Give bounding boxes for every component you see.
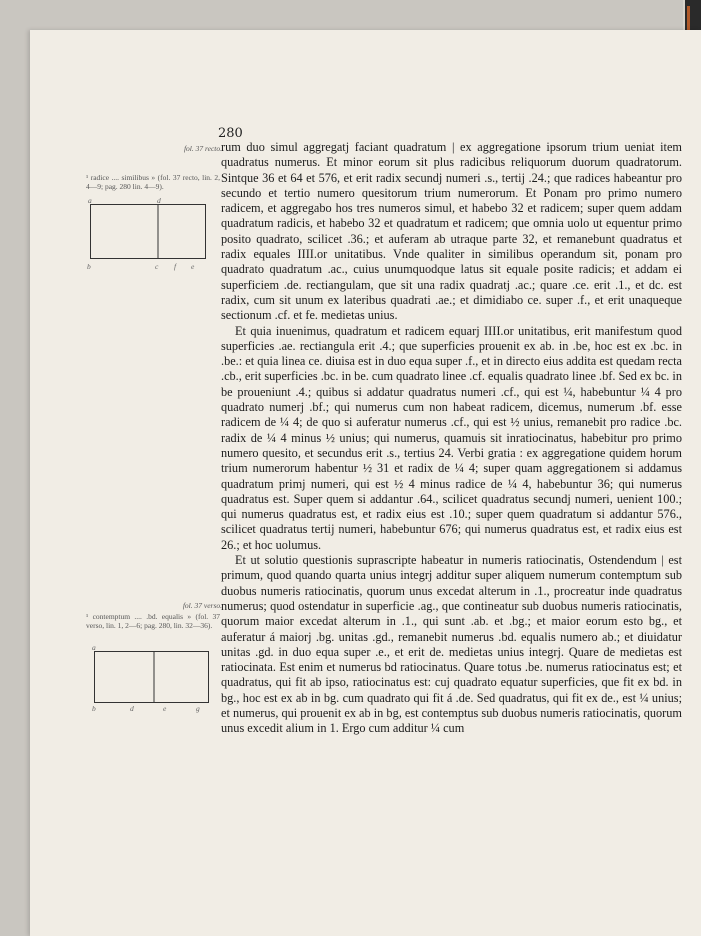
paragraph-3: Et ut solutio questionis suprascripte habeatur in numeris ratiocinatis, Ostendendum | est primum, quod quando quarta unius integrj additur super aliquem numerum contemptum sub duobus numeris ratiocinatis, quorum unus excedat alterum in .1., procreatur inde quadratus numerus; quod ostendatur in superficie .ag., que contineatur sub duobus numeris ratiocinatis, quorum maior excedat alterum in .1., qui sunt .ab. et .bg.; et maior eorum esto bg., et auferatur á maiorj .bg. unitas .gd., remanebit numerus .bd. equalis numero ab.; et diuidatur unitas .gd. in duo equa super .e., et erit de. medietas unius integrj. Quare de medietas est ratiocinata. Est enim et numerus bd ratiocinatus. Quare totus .be. numerus ratiocinatus est; et quadratus, qui fit ab ipso, ratiocinatus est: cuj quadrato equatur superficies, que fit ex bd. in bg., hoc est ex ab in bg. cum quadrato qui fit á .de. Sed quadratus, qui fit ex de., est ¼ unius; et numerus, qui prouenit ex ab in bg, est contemptus sub duobus numeris ratiocinatis, quorum unus excedit alium in 1. Ergo cum additur ¼ cum <box>221 553 682 736</box>
figure-1-label-d: d <box>157 196 161 205</box>
figure-1-diagram <box>88 197 210 269</box>
figure-1-label-b: b <box>87 262 91 271</box>
figure-1-label-f: f <box>174 262 177 271</box>
figure-2 <box>92 645 212 707</box>
figure-2-label-g: g <box>196 704 200 713</box>
figure-2-label-a: a <box>92 643 96 652</box>
paragraph-2: Et quia inuenimus, quadratum et radicem equarj IIII.or unitatibus, erit manifestum quod superficies .ae. rectiangula erit .4.; que superficies prouenit ex ab. in .be, hoc est ex .bc. in .be.: et quia linea ce. diuisa est in duo equa super .f., et in directo eius addita est quedam recta .cb., erit superficies .bc. in be. cum quadrato linee .cf. equalis quadrato linee .bf. Sed ex bc. in be proueniunt .4.; quibus si addatur quadratus numeri .cf., qui est ¼, habebuntur ¼ 4 pro quadrato numerj .bf.; qui numerus cum non habeat radicem, dicemus, numerum .bf. esse radicem de ¼ 4; de quo si auferatur numerus .cf., qui est ½ unius, remanebit pro radice .bc. radix de ¼ 4 minus ½ unius; qui numerus, quamuis sit inratiocinatus, habebitur pro primo numero quesito, et secundus erit .s., tertius 24. Verbi gratia : ex aggregatione quidem horum trium numerorum habentur ½ 31 et radix de ¼ 4; super quam aggregationem si addamus quadratum primj numeri, qui est ½ 4 minus radice de ¼ 4, habebuntur 36; qui numerus quadratus est. Super quem si addantur .64., scilicet quadratus secundj numeri, uenient 100.; qui numerus quadratus est, et radix eius est .10.; super quem quadratum si addantur 576., scilicet quadratus tertij numeri, habebuntur 676; qui numerus quadratus est, et radix eius est 26.; et hoc uolumus. <box>221 323 682 552</box>
figure-2-label-d: d <box>130 704 134 713</box>
spine-stripe <box>687 6 690 30</box>
figure-1-label-c: c <box>155 262 159 271</box>
figure-1 <box>88 197 210 269</box>
margin-folio-note-2: fol. 37 verso. <box>182 601 222 610</box>
margin-footnote-2: ¹ contemptum .... .bd. equalis » (fol. 37 verso, lin. 1, 2—6; pag. 280, lin. 32—36). <box>86 612 220 630</box>
paragraph-1: rum duo simul aggregatj faciant quadratum | ex aggregatione ipsorum trium ueniat item quadratus numerus. Et minor eorum sit plus radicibus reliquorum duorum quadratorum. Sintque 36 et 64 et 576, et erit radix secundj numeri .s., tertij .24.; que radices habeantur pro secundo et tertio numero quesitorum trium numerorum. Et Ponam pro primo numero radicem, et aggregabo hos tres numeros simul, et habebo 32 et radicem; super quem addam quadratum radicis, et habebo 32 et quadratum et radicem; que omnia uolo ut equentur primo posito quadrato, scilicet .36.; et auferam ab utraque parte 32, et remanebunt quadratus et radix equales IIII.or unitatibus. Vnde qualiter in similibus operandum sit, ponam pro quadrato quadratum .ac., cuius unumquodque latus sit equale posite radicis; et addam ei superficiem .de. rectiangulam, que sit una radix quadratj .ac.; quare .ce. erit .1., et dc. est radix, cum sit unum ex lateribus quadrati .ae.; et dimidiabo ce. super .f., et erit unaqueque sectionum .cf. et fe. medietas unius. <box>221 140 682 323</box>
margin-footnote-1: ¹ radice .... similibus » (fol. 37 recto, lin. 2, 4—9; pag. 280 lin. 4—9). <box>86 173 220 191</box>
figure-2-label-e: e <box>163 704 167 713</box>
figure-1-label-a: a <box>88 196 92 205</box>
figure-1-label-e: e <box>191 262 195 271</box>
page-number: 280 <box>218 126 243 141</box>
figure-2-diagram <box>92 645 212 707</box>
margin-folio-note-1: fol. 37 recto. <box>183 144 222 153</box>
body-text <box>221 140 682 737</box>
figure-2-label-b: b <box>92 704 96 713</box>
